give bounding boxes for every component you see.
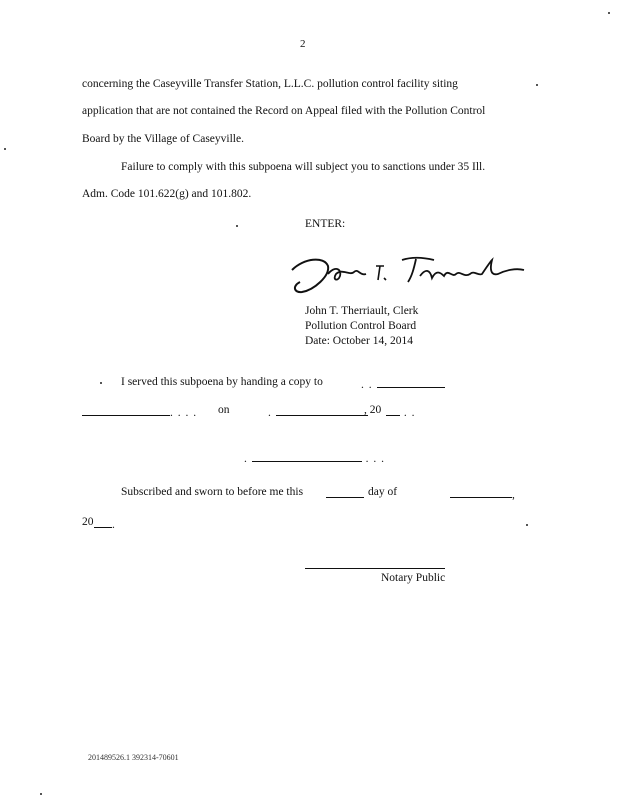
service-date-field[interactable]: . xyxy=(268,404,368,419)
service-year-field[interactable]: . . xyxy=(386,404,416,419)
paragraph-line: Failure to comply with this subpoena will subject you to sanctions under 35 Ill. xyxy=(121,161,486,173)
on-label: on xyxy=(218,404,230,416)
page-number: 2 xyxy=(300,38,306,50)
notary-year-field[interactable]: . xyxy=(94,516,115,531)
enter-label: ENTER: xyxy=(305,218,346,230)
paragraph-line: concerning the Caseyville Transfer Station, L.L.C. pollution control facility siting xyxy=(82,78,458,90)
signer-organization: Pollution Control Board xyxy=(305,320,417,332)
scan-speck xyxy=(608,12,610,14)
clerk-signature xyxy=(284,248,529,296)
paragraph-line: application that are not contained the Record on Appeal filed with the Pollution Control xyxy=(82,105,486,117)
scan-speck xyxy=(236,225,238,227)
paragraph-line: Board by the Village of Caseyville. xyxy=(82,133,244,145)
served-person-field[interactable]: . . xyxy=(361,376,445,391)
scan-speck xyxy=(536,84,538,86)
signer-name-title: John T. Therriault, Clerk xyxy=(305,305,419,317)
server-signature-field[interactable]: . . . . xyxy=(244,450,385,465)
signature-scribble xyxy=(284,248,529,296)
scan-speck xyxy=(4,148,6,150)
paragraph-line: Adm. Code 101.622(g) and 101.802. xyxy=(82,188,252,200)
notary-signature-line[interactable] xyxy=(305,568,445,569)
day-of-label: day of xyxy=(368,486,398,498)
served-name-field[interactable]: . . . . xyxy=(82,404,197,419)
notary-year-prefix: 20 xyxy=(82,516,94,528)
notary-label: Notary Public xyxy=(381,572,446,584)
notary-text: Subscribed and sworn to before me this xyxy=(121,486,304,498)
scan-speck xyxy=(526,524,528,526)
scan-speck xyxy=(100,382,102,384)
service-year-prefix: , 20 xyxy=(364,404,382,416)
service-text: I served this subpoena by handing a copy to xyxy=(121,376,323,388)
document-footer-id: 201489526.1 392314-70601 xyxy=(88,753,179,762)
notary-month-field[interactable]: , xyxy=(450,486,515,501)
signer-date: Date: October 14, 2014 xyxy=(305,335,413,347)
scan-speck xyxy=(40,793,42,795)
notary-day-field[interactable] xyxy=(326,486,364,501)
